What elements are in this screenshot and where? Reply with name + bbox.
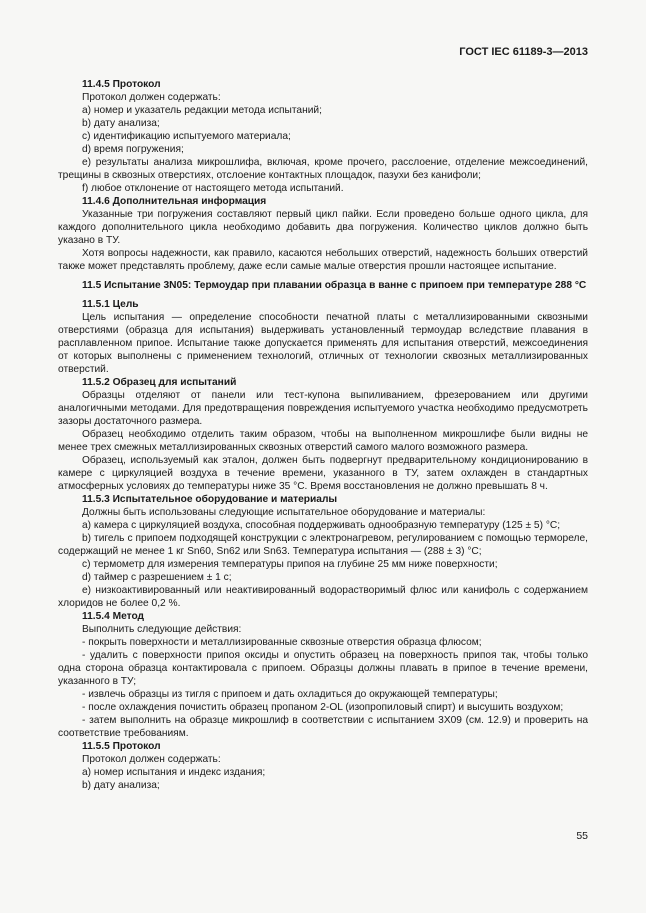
- paragraph: b) дату анализа;: [82, 118, 160, 129]
- section-heading: 11.4.6 Дополнительная информация: [82, 196, 267, 207]
- paragraph: - затем выполнить на образце микрошлиф в соответствии с испытанием 3X09 (см. 12.9) и проверить на соответствие требованиям.: [58, 715, 588, 739]
- paragraph: Протокол должен содержать:: [82, 92, 221, 103]
- paragraph: Указанные три погружения составляют первый цикл пайки. Если проведено больше одного цикла, для каждого дополнительного цикла необходимо добавить два погружения. Количество циклов должно быть указано в ТУ.: [58, 209, 588, 246]
- paragraph: Образец необходимо отделить таким образом, чтобы на выполненном микрошлифе были видны не менее трех смежных металлизированных сквозных отверстий самого малого возможного размера.: [58, 429, 588, 453]
- paragraph: b) тигель с припоем подходящей конструкции с электронагревом, регулированием с помощью термореле, содержащий не менее 1 кг Sn60, Sn62 или Sn63. Температура испытания — (288 ± 3) °C;: [58, 533, 588, 557]
- paragraph: Цель испытания — определение способности печатной платы с металлизированными сквозными отверстиями (образца для испытания) выдерживать установленный термоудар вследствие плавания в расплавленном припое. Испытание также допускается применять для испытания отверстий, межсоединения от которых выполнены с применением технологий, отличных от технологии сквозных металлизированных отверстий.: [58, 312, 588, 375]
- paragraph: Образцы отделяют от панели или тест-купона выпиливанием, фрезерованием или другими аналогичными методами. Для предотвращения повреждения испытуемого участка необходимо предусмотреть зазоры достаточного размера.: [58, 390, 588, 427]
- paragraph: Выполнить следующие действия:: [82, 624, 242, 635]
- paragraph: e) низкоактивированный или неактивированный водорастворимый флюс или канифоль с содержанием хлоридов не более 0,2 %.: [58, 585, 588, 609]
- document-header: ГОСТ IEC 61189-3—2013: [459, 46, 588, 58]
- paragraph: e) результаты анализа микрошлифа, включая, кроме прочего, расслоение, отделение межсоединений, трещины в сквозных отверстиях, отслоение контактных площадок, пазухи без канифоли;: [58, 157, 588, 181]
- paragraph: - извлечь образцы из тигля с припоем и дать охладиться до окружающей температуры;: [82, 689, 498, 700]
- paragraph: Должны быть использованы следующие испытательное оборудование и материалы:: [82, 507, 486, 518]
- paragraph: f) любое отклонение от настоящего метода испытаний.: [82, 183, 344, 194]
- paragraph: Протокол должен содержать:: [82, 754, 221, 765]
- section-heading: 11.5.3 Испытательное оборудование и материалы: [82, 494, 338, 505]
- paragraph: Образец, используемый как эталон, должен быть подвергнут предварительному кондиционированию в камере с циркуляцией воздуха в течение времени, указанного в ТУ, затем охлажден в стандартных атмосферных условиях до температуры ниже 35 °C. Время восстановления не должно превышать 8 ч.: [58, 455, 588, 492]
- paragraph: c) идентификацию испытуемого материала;: [82, 131, 291, 142]
- document-body: [58, 78, 588, 792]
- paragraph: a) камера с циркуляцией воздуха, способная поддерживать однообразную температуру (125 ± 5) °C;: [82, 520, 561, 531]
- section-heading: 11.4.5 Протокол: [82, 79, 161, 90]
- paragraph: a) номер и указатель редакции метода испытаний;: [82, 105, 322, 116]
- section-heading: 11.5.1 Цель: [82, 299, 139, 310]
- paragraph: d) таймер с разрешением ± 1 с;: [82, 572, 232, 583]
- paragraph: Хотя вопросы надежности, как правило, касаются небольших отверстий, надежность больших отверстий также может представлять проблему, даже если самые малые отверстия прошли настоящее испытание.: [58, 248, 588, 272]
- paragraph: c) термометр для измерения температуры припоя на глубине 25 мм ниже поверхности;: [82, 559, 498, 570]
- paragraph: b) дату анализа;: [82, 780, 160, 791]
- page-number: 55: [576, 830, 588, 842]
- section-heading: 11.5.4 Метод: [82, 611, 145, 622]
- section-heading: 11.5.2 Образец для испытаний: [82, 377, 237, 388]
- section-heading: 11.5.5 Протокол: [82, 741, 161, 752]
- paragraph: - покрыть поверхности и металлизированные сквозные отверстия образца флюсом;: [82, 637, 482, 648]
- paragraph: d) время погружения;: [82, 144, 184, 155]
- paragraph: - после охлаждения почистить образец пропаном 2-OL (изопропиловый спирт) и высушить воздухом;: [82, 702, 564, 713]
- paragraph: a) номер испытания и индекс издания;: [82, 767, 266, 778]
- section-heading: 11.5 Испытание 3N05: Термоудар при плавании образца в ванне с припоем при температуре 288 °C: [82, 280, 587, 291]
- paragraph: - удалить с поверхности припоя оксиды и опустить образец на поверхность припоя так, чтобы только одна сторона образца контактировала с припоем. Образцы должны плавать в припое в течение времени, указанного в ТУ;: [58, 650, 588, 687]
